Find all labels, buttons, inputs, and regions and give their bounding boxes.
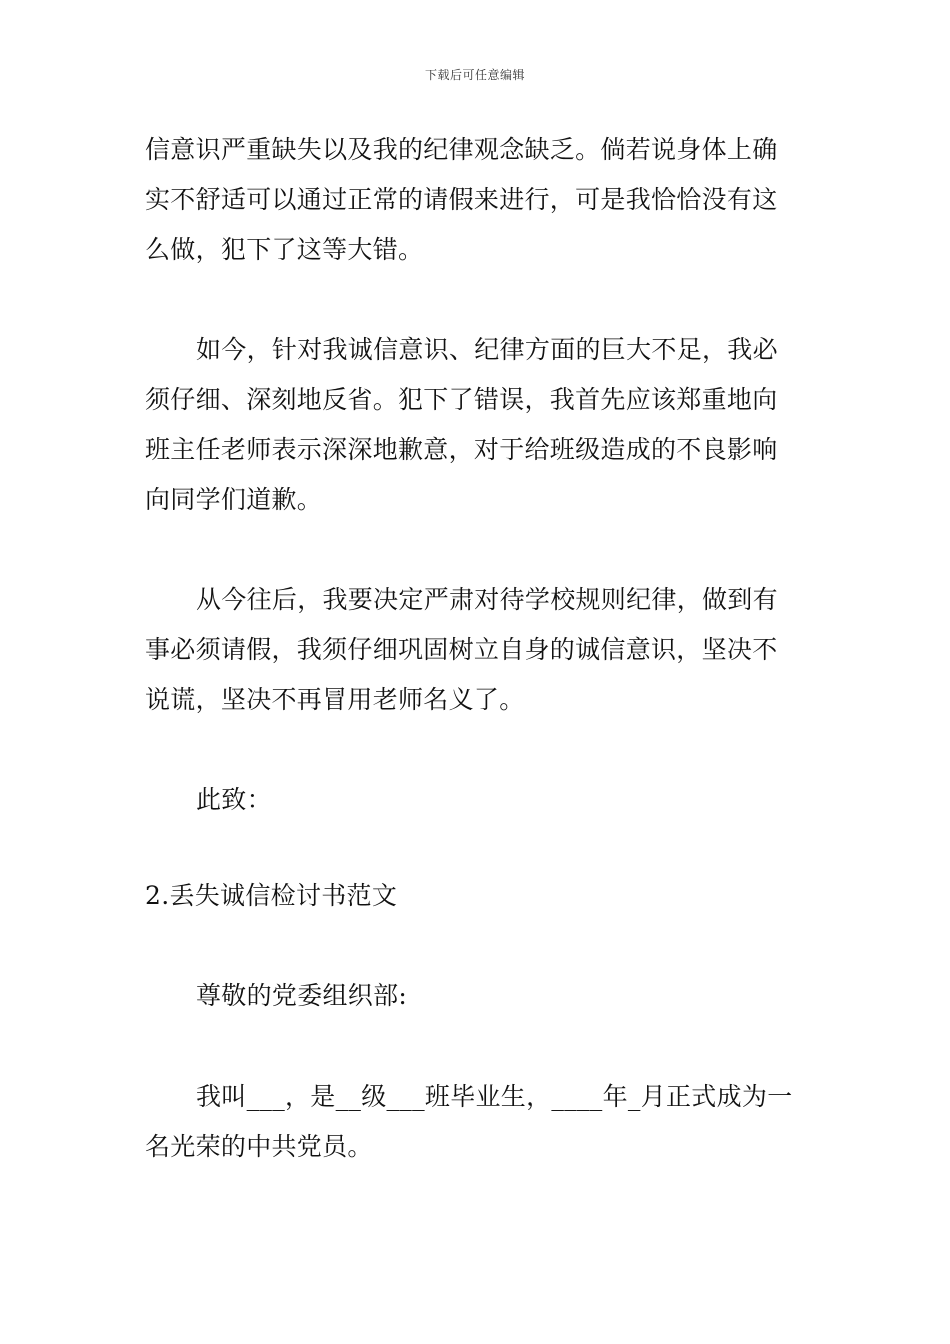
paragraph-line: 向同学们道歉。	[145, 485, 323, 514]
paragraph-line: 事必须请假，我须仔细巩固树立自身的诚信意识，坚决不	[145, 635, 778, 664]
paragraph-line: 须仔细、深刻地反省。犯下了错误，我首先应该郑重地向	[145, 385, 778, 414]
paragraph-line: 如今，针对我诚信意识、纪律方面的巨大不足，我必	[196, 335, 778, 364]
paragraph-line: 实不舒适可以通过正常的请假来进行，可是我恰恰没有这	[145, 185, 778, 214]
header-note: 下载后可任意编辑	[424, 68, 525, 82]
paragraph-line: 从今往后，我要决定严肃对待学校规则纪律，做到有	[196, 585, 778, 614]
closing-salutation: 此致：	[196, 785, 272, 814]
section-title: 2.丢失诚信检讨书范文	[145, 881, 398, 910]
paragraph-line: 我叫___，是__级___班毕业生，____年_月正式成为一	[196, 1082, 793, 1111]
paragraph-line: 名光荣的中共党员。	[145, 1132, 373, 1161]
greeting-line: 尊敬的党委组织部:	[196, 981, 408, 1010]
paragraph-line: 班主任老师表示深深地歉意，对于给班级造成的不良影响	[145, 435, 778, 464]
paragraph-line: 信意识严重缺失以及我的纪律观念缺乏。倘若说身体上确	[145, 135, 778, 164]
paragraph-line: 说谎，坚决不再冒用老师名义了。	[145, 685, 525, 714]
paragraph-line: 么做，犯下了这等大错。	[145, 235, 424, 264]
